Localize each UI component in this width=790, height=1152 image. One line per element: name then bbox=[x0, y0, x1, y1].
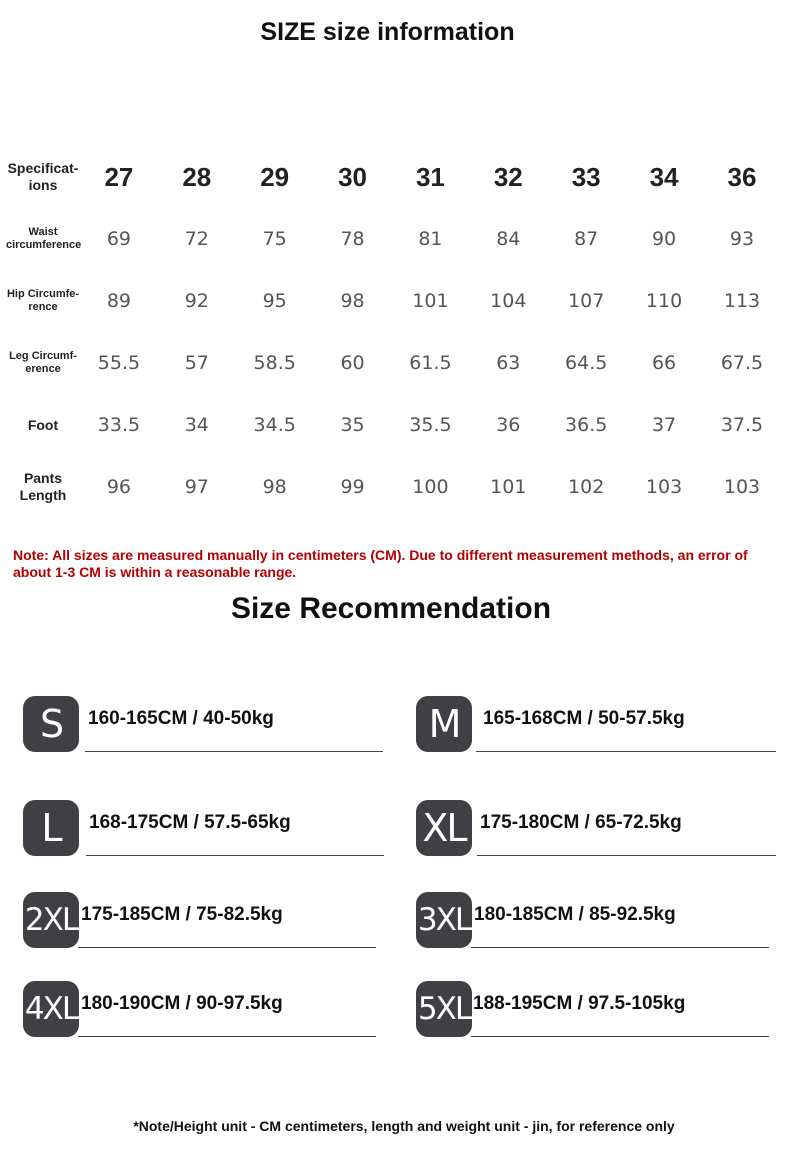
table-cell: 92 bbox=[184, 290, 209, 312]
size-range-text: 168-175CM / 57.5-65kg bbox=[89, 812, 291, 833]
size-table bbox=[6, 146, 781, 518]
table-cell: 102 bbox=[568, 476, 605, 498]
page-title: SIZE size information bbox=[260, 18, 515, 46]
size-header: 27 bbox=[104, 161, 134, 192]
table-cell: 61.5 bbox=[409, 352, 452, 374]
size-recommendation-item bbox=[23, 800, 385, 870]
divider-line bbox=[477, 855, 776, 856]
size-badge: 5XL bbox=[416, 981, 472, 1037]
size-range-text: 180-190CM / 90-97.5kg bbox=[81, 993, 283, 1014]
table-row bbox=[6, 332, 781, 394]
specifications-header: Specificat- ions bbox=[7, 160, 79, 193]
table-cell: 98 bbox=[262, 476, 287, 498]
footnote: *Note/Height unit - CM centimeters, length and weight unit - jin, for reference only bbox=[133, 1118, 675, 1134]
size-badge: S bbox=[23, 696, 79, 752]
size-range-text: 165-168CM / 50-57.5kg bbox=[483, 708, 685, 729]
size-header: 28 bbox=[182, 161, 212, 192]
table-cell: 37.5 bbox=[720, 414, 764, 436]
table-cell: 96 bbox=[106, 476, 132, 498]
divider-line bbox=[78, 947, 376, 948]
size-recommendation-item bbox=[416, 696, 778, 766]
size-recommendation-item bbox=[23, 696, 385, 766]
size-badge: XL bbox=[416, 800, 472, 856]
table-cell: 55.5 bbox=[97, 352, 141, 374]
table-cell: 95 bbox=[262, 290, 287, 312]
size-badge: 3XL bbox=[416, 892, 472, 948]
table-cell: 110 bbox=[645, 290, 683, 312]
table-cell: 99 bbox=[340, 476, 365, 498]
divider-line bbox=[476, 751, 776, 752]
divider-line bbox=[86, 855, 384, 856]
size-range-text: 188-195CM / 97.5-105kg bbox=[473, 993, 686, 1014]
size-header: 33 bbox=[571, 161, 601, 192]
table-cell: 34 bbox=[184, 414, 209, 436]
divider-line bbox=[78, 1036, 376, 1037]
table-cell: 103 bbox=[723, 476, 761, 498]
table-row bbox=[6, 394, 781, 456]
table-row bbox=[6, 208, 781, 270]
size-header: 29 bbox=[260, 161, 290, 192]
table-cell: 36 bbox=[496, 414, 521, 436]
size-recommendation-item bbox=[23, 892, 385, 962]
row-label-pants-length: Pants Length bbox=[19, 470, 67, 503]
size-header: 32 bbox=[493, 161, 523, 192]
table-cell: 78 bbox=[340, 228, 365, 250]
table-cell: 75 bbox=[262, 228, 287, 250]
table-cell: 58.5 bbox=[253, 352, 296, 374]
table-cell: 98 bbox=[340, 290, 365, 312]
table-cell: 36.5 bbox=[565, 414, 608, 436]
table-cell: 113 bbox=[723, 290, 761, 312]
size-header-row bbox=[6, 146, 781, 208]
row-label-foot: Foot bbox=[27, 416, 59, 433]
size-header: 34 bbox=[649, 161, 679, 192]
size-recommendation-item bbox=[416, 892, 778, 962]
measurement-note: Note: All sizes are measured manually in centimeters (CM). Due to different measurement methods, an error of about 1-3 CM is within a reasonable range. bbox=[13, 547, 748, 580]
table-cell: 81 bbox=[418, 228, 443, 250]
row-label-leg: Leg Circumf- erence bbox=[9, 350, 77, 375]
size-badge: L bbox=[23, 800, 79, 856]
size-recommendation-item bbox=[416, 981, 778, 1051]
table-cell: 89 bbox=[106, 290, 132, 312]
size-badge: 4XL bbox=[23, 981, 79, 1037]
table-cell: 64.5 bbox=[565, 352, 608, 374]
table-row bbox=[6, 456, 781, 518]
table-cell: 101 bbox=[490, 476, 527, 498]
table-cell: 35 bbox=[340, 414, 365, 436]
size-range-text: 175-185CM / 75-82.5kg bbox=[81, 904, 283, 925]
size-header: 31 bbox=[415, 161, 445, 192]
table-cell: 90 bbox=[651, 228, 677, 250]
table-cell: 84 bbox=[496, 228, 521, 250]
table-cell: 66 bbox=[651, 352, 677, 374]
table-cell: 101 bbox=[412, 290, 449, 312]
table-cell: 33.5 bbox=[97, 414, 141, 436]
size-range-text: 175-180CM / 65-72.5kg bbox=[480, 812, 682, 833]
table-cell: 107 bbox=[568, 290, 605, 312]
size-recommendation-item bbox=[23, 981, 385, 1051]
table-cell: 57 bbox=[184, 352, 209, 374]
size-range-text: 180-185CM / 85-92.5kg bbox=[474, 904, 676, 925]
row-label-waist: Waist circumference bbox=[6, 226, 82, 251]
table-cell: 67.5 bbox=[720, 352, 764, 374]
table-cell: 100 bbox=[412, 476, 449, 498]
row-label-hip: Hip Circumfe- rence bbox=[6, 288, 80, 313]
size-header: 30 bbox=[338, 161, 368, 192]
size-header: 36 bbox=[727, 161, 757, 192]
table-cell: 37 bbox=[651, 414, 677, 436]
size-badge: M bbox=[416, 696, 472, 752]
table-cell: 60 bbox=[340, 352, 365, 374]
table-cell: 34.5 bbox=[253, 414, 296, 436]
size-recommendation-item bbox=[416, 800, 778, 870]
table-cell: 103 bbox=[645, 476, 683, 498]
table-cell: 104 bbox=[490, 290, 527, 312]
divider-line bbox=[471, 1036, 769, 1037]
divider-line bbox=[85, 751, 383, 752]
table-cell: 35.5 bbox=[409, 414, 452, 436]
table-cell: 97 bbox=[184, 476, 209, 498]
size-range-text: 160-165CM / 40-50kg bbox=[88, 708, 274, 729]
table-row bbox=[6, 270, 781, 332]
table-cell: 72 bbox=[184, 228, 209, 250]
size-badge: 2XL bbox=[23, 892, 79, 948]
table-cell: 69 bbox=[106, 228, 132, 250]
table-cell: 87 bbox=[574, 228, 599, 250]
table-cell: 63 bbox=[496, 352, 521, 374]
size-recommendation-title: Size Recommendation bbox=[230, 592, 552, 625]
table-cell: 93 bbox=[729, 228, 755, 250]
divider-line bbox=[471, 947, 769, 948]
